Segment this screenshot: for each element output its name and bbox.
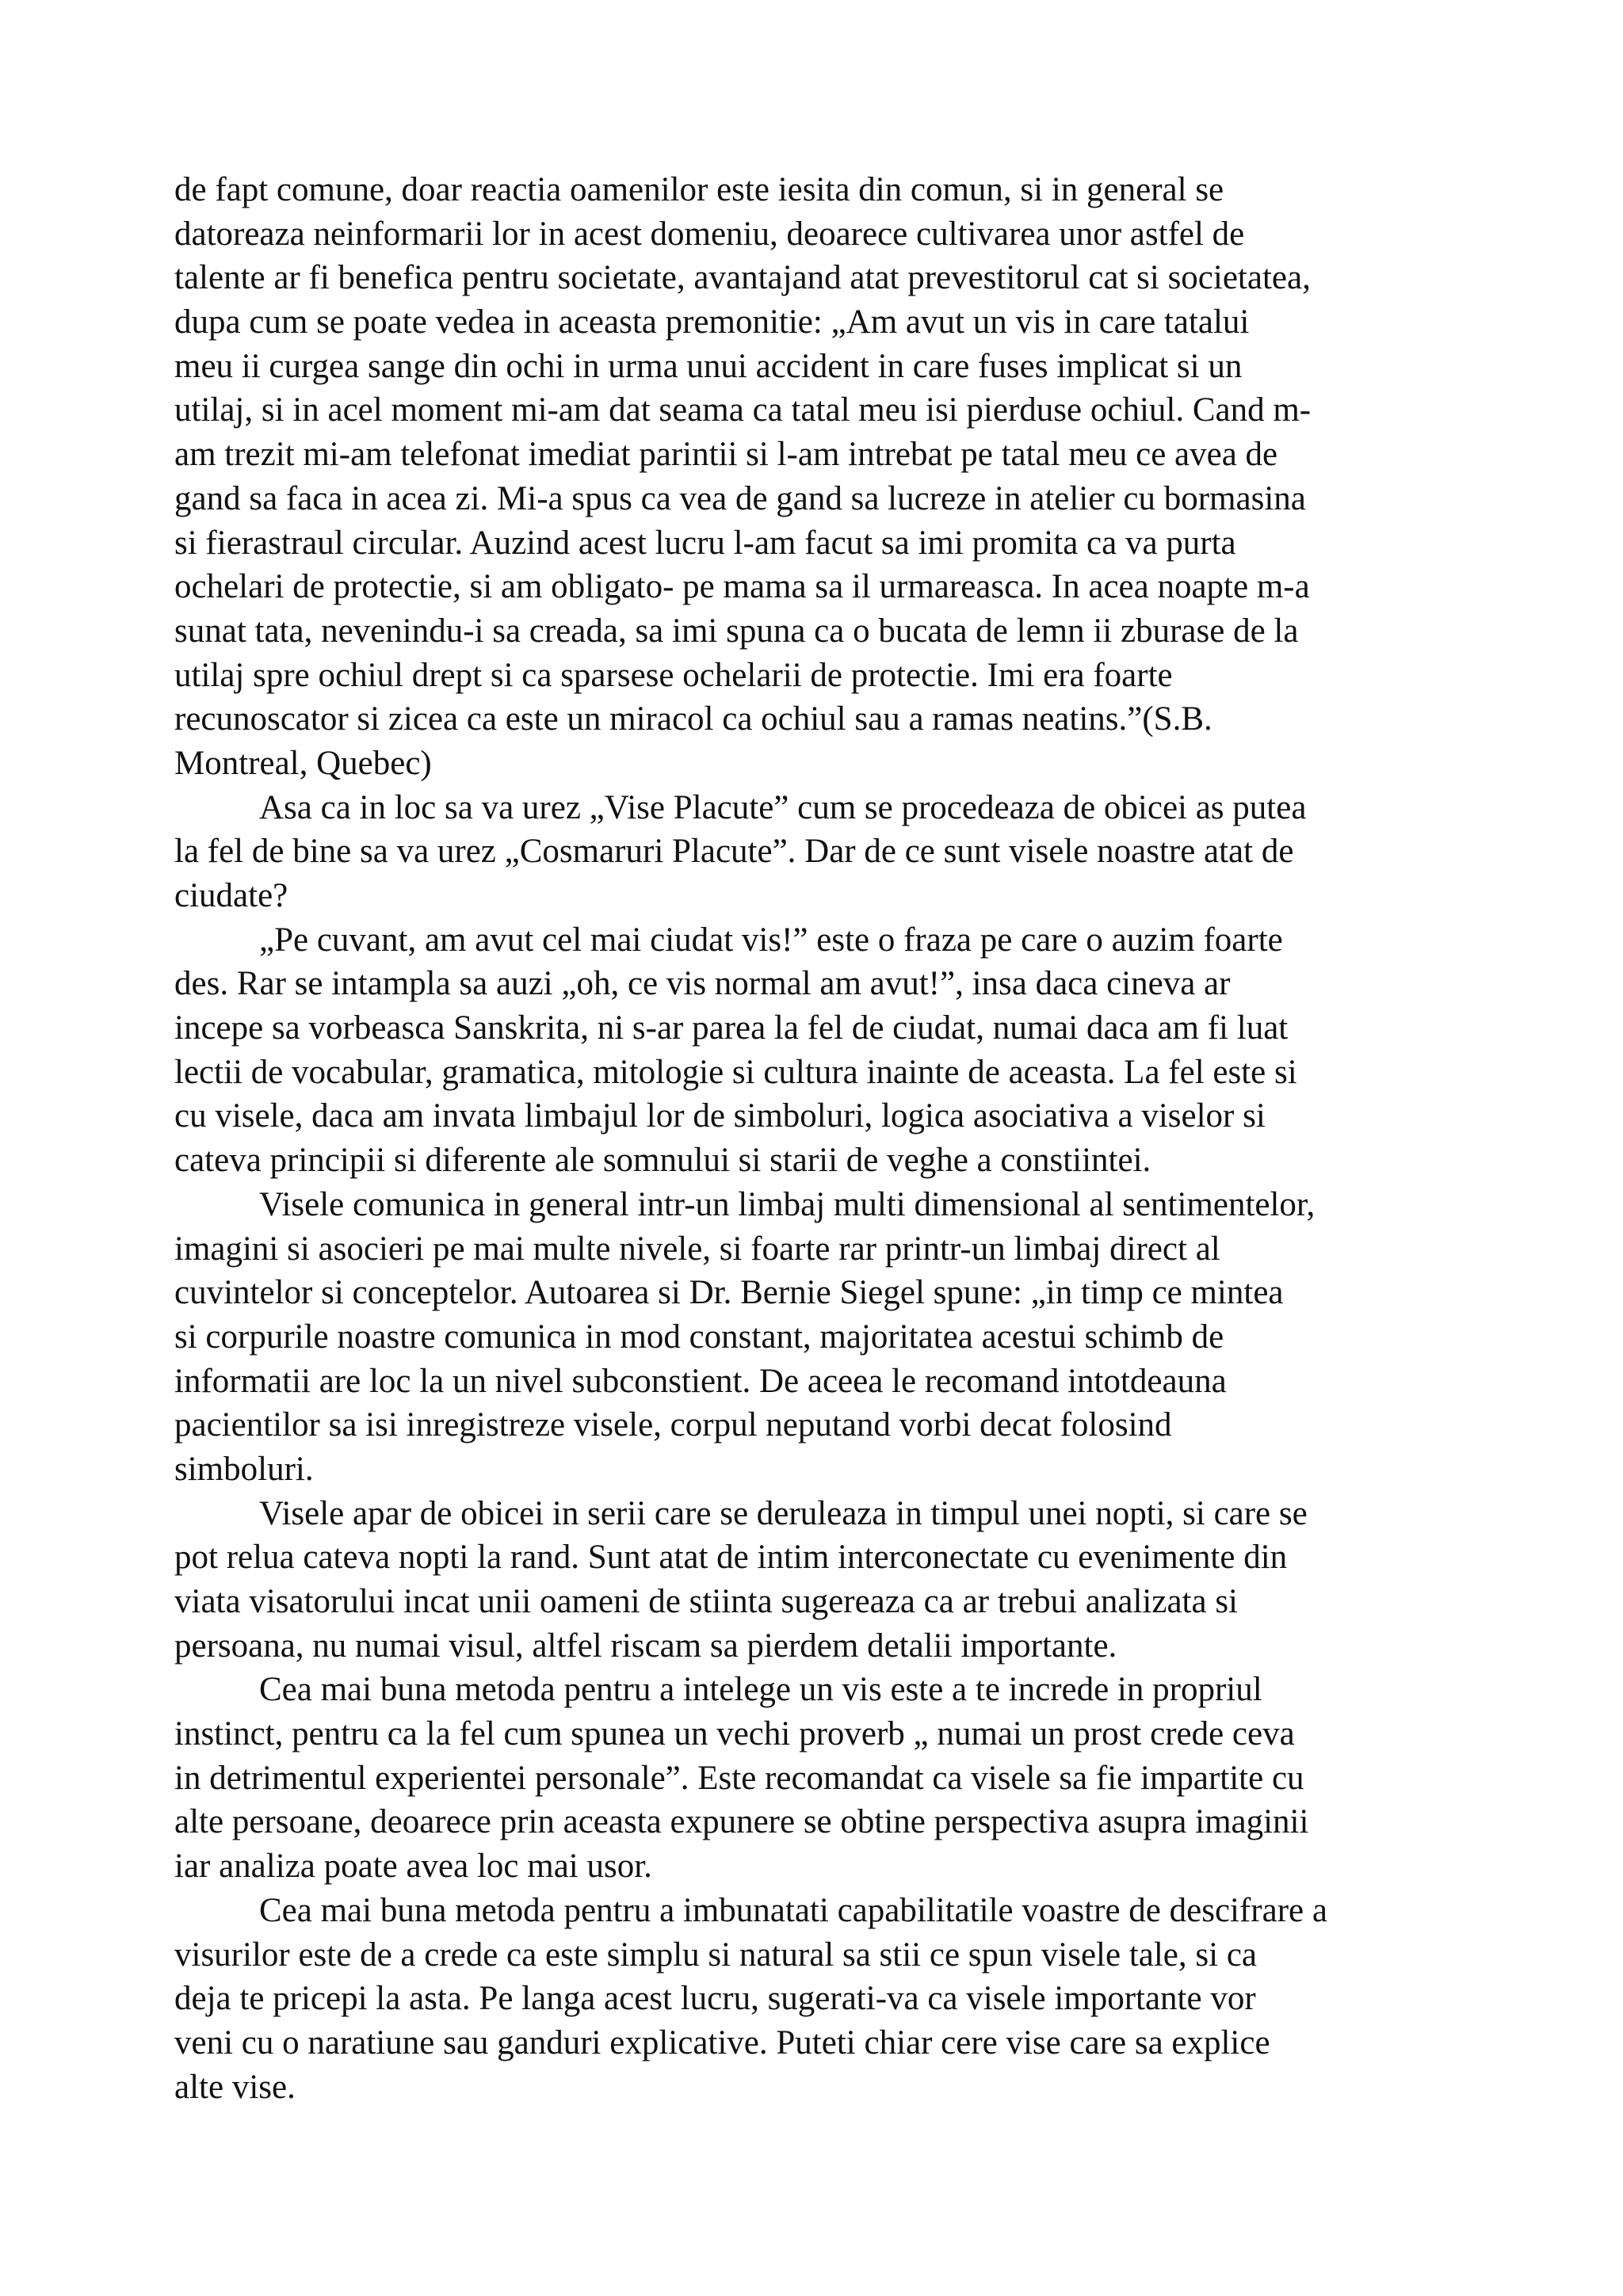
text-line: lectii de vocabular, gramatica, mitologie si cultura inainte de aceasta. La fel este si xyxy=(174,1053,1297,1091)
text-line: utilaj spre ochiul drept si ca sparsese ochelarii de protectie. Imi era foarte xyxy=(174,656,1173,694)
text-line: des. Rar se intampla sa auzi „oh, ce vis normal am avut!”, insa daca cineva ar xyxy=(174,965,1231,1003)
text-line: am trezit mi-am telefonat imediat parintii si l-am intrebat pe tatal meu ce avea de xyxy=(174,436,1278,474)
text-line: in detrimentul experientei personale”. Este recomandat ca visele sa fie impartite cu xyxy=(174,1759,1304,1797)
document-body xyxy=(174,168,1458,2109)
text-line: datoreaza neinformarii lor in acest domeniu, deoarece cultivarea unor astfel de xyxy=(174,215,1245,253)
text-line: informatii are loc la un nivel subconstient. De aceea le recomand intotdeauna xyxy=(174,1362,1227,1400)
text-line: persoana, nu numai visul, altfel riscam sa pierdem detalii importante. xyxy=(174,1627,1117,1665)
text-line: sunat tata, nevenindu-i sa creada, sa imi spuna ca o bucata de lemn ii zburase de la xyxy=(174,612,1299,650)
text-line: alte persoane, deoarece prin aceasta expunere se obtine perspectiva asupra imaginii xyxy=(174,1803,1309,1841)
text-line: talente ar fi benefica pentru societate, avantajand atat prevestitorul cat si societatea, xyxy=(174,259,1311,297)
text-line: visurilor este de a crede ca este simplu si natural sa stii ce spun visele tale, si ca xyxy=(174,1936,1257,1974)
text-line: cuvintelor si conceptelor. Autoarea si Dr. Bernie Siegel spune: „in timp ce mintea xyxy=(174,1274,1284,1312)
paragraph-first-line: Visele comunica in general intr-un limbaj multi dimensional al sentimentelor, xyxy=(259,1185,1316,1223)
text-line: iar analiza poate avea loc mai usor. xyxy=(174,1848,652,1886)
text-line: Montreal, Quebec) xyxy=(174,744,432,782)
text-line: alte vise. xyxy=(174,2068,296,2106)
paragraph-first-line: „Pe cuvant, am avut cel mai ciudat vis!” este o fraza pe care o auzim foarte xyxy=(259,921,1283,959)
text-line: pacientilor sa isi inregistreze visele, corpul neputand vorbi decat folosind xyxy=(174,1406,1172,1444)
text-line: pot relua cateva nopti la rand. Sunt atat de intim interconectate cu evenimente din xyxy=(174,1539,1288,1577)
text-line: si corpurile noastre comunica in mod constant, majoritatea acestui schimb de xyxy=(174,1318,1224,1356)
text-line: deja te pricepi la asta. Pe langa acest lucru, sugerati-va ca visele importante vor xyxy=(174,1980,1256,2018)
text-line: instinct, pentru ca la fel cum spunea un vechi proverb „ numai un prost crede ceva xyxy=(174,1715,1295,1753)
text-line: gand sa faca in acea zi. Mi-a spus ca vea de gand sa lucreze in atelier cu bormasina xyxy=(174,479,1306,517)
paragraph-first-line: Visele apar de obicei in serii care se deruleaza in timpul unei nopti, si care se xyxy=(259,1494,1308,1532)
text-line: la fel de bine sa va urez „Cosmaruri Placute”. Dar de ce sunt visele noastre atat de xyxy=(174,833,1294,871)
text-line: cateva principii si diferente ale somnului si starii de veghe a constiintei. xyxy=(174,1142,1151,1180)
paragraph-first-line: Cea mai buna metoda pentru a imbunatati capabilitatile voastre de descifrare a xyxy=(259,1891,1327,1929)
paragraph-first-line: Cea mai buna metoda pentru a intelege un vis este a te increde in propriul xyxy=(259,1671,1262,1709)
text-line: veni cu o naratiune sau ganduri explicative. Puteti chiar cere vise care sa explice xyxy=(174,2023,1270,2061)
text-line: de fapt comune, doar reactia oamenilor este iesita din comun, si in general se xyxy=(174,171,1224,208)
text-line: imagini si asocieri pe mai multe nivele, si foarte rar printr-un limbaj direct al xyxy=(174,1230,1220,1268)
text-line: ciudate? xyxy=(174,877,288,914)
text-line: si fierastraul circular. Auzind acest lucru l-am facut sa imi promita ca va purta xyxy=(174,524,1236,562)
text-line: meu ii curgea sange din ochi in urma unui accident in care fuses implicat si un xyxy=(174,347,1243,385)
text-line: cu visele, daca am invata limbajul lor de simboluri, logica asociativa a viselor si xyxy=(174,1097,1266,1135)
text-line: simboluri. xyxy=(174,1450,314,1488)
text-line: incepe sa vorbeasca Sanskrita, ni s-ar parea la fel de ciudat, numai daca am fi luat xyxy=(174,1009,1289,1047)
text-line: recunoscator si zicea ca este un miracol ca ochiul sau a ramas neatins.”(S.B. xyxy=(174,700,1212,738)
text-line: dupa cum se poate vedea in aceasta premonitie: „Am avut un vis in care tatalui xyxy=(174,303,1250,341)
text-line: viata visatorului incat unii oameni de stiinta sugereaza ca ar trebui analizata si xyxy=(174,1583,1239,1620)
paragraph-first-line: Asa ca in loc sa va urez „Vise Placute” cum se procedeaza de obicei as putea xyxy=(259,788,1307,826)
text-line: utilaj, si in acel moment mi-am dat seama ca tatal meu isi pierduse ochiul. Cand m- xyxy=(174,391,1312,429)
text-line: ochelari de protectie, si am obligato- pe mama sa il urmareasca. In acea noapte m-a xyxy=(174,568,1310,606)
